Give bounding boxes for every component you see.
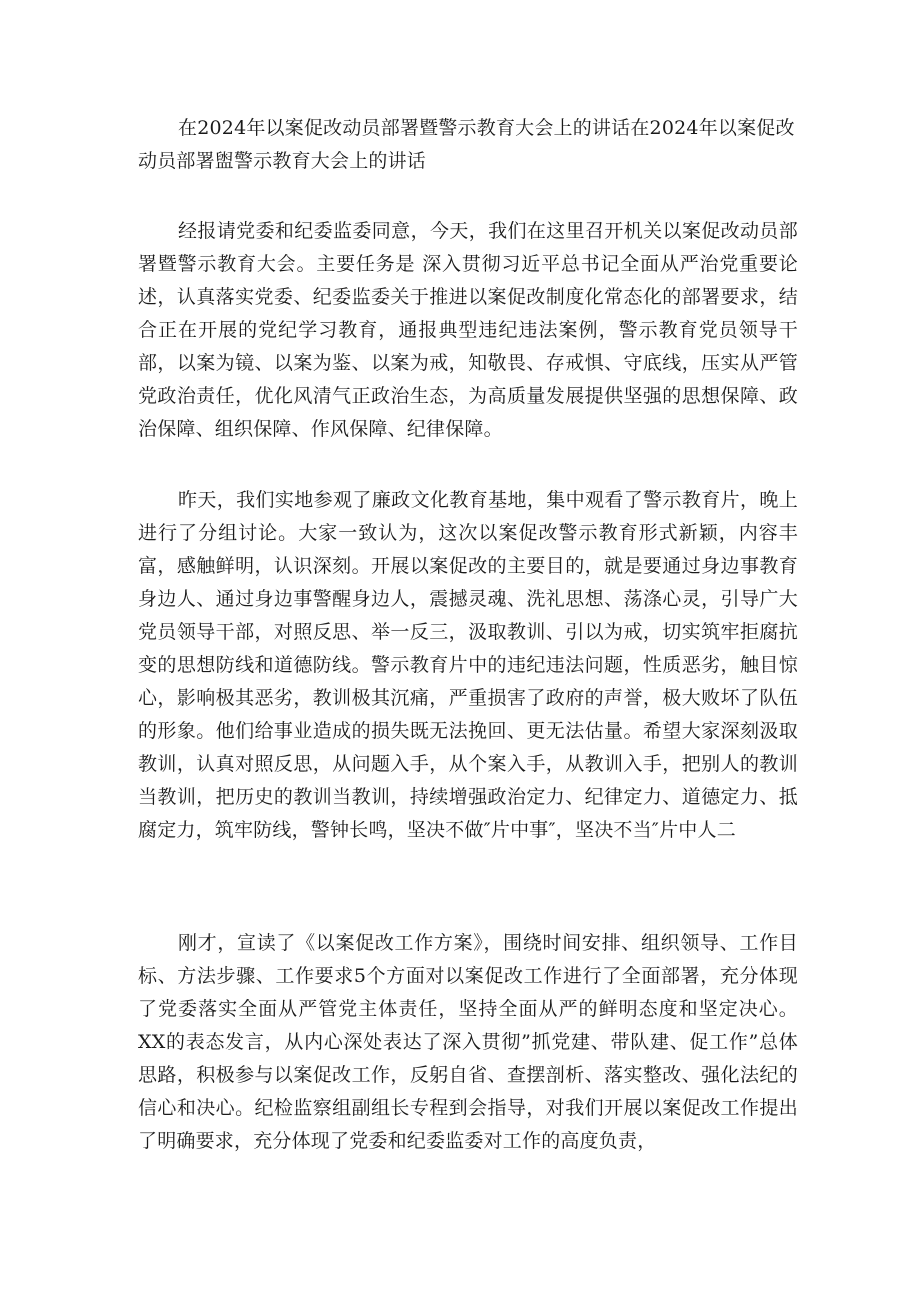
body-paragraph-3: 刚才，宣读了《以案促改工作方案》，围绕时间安排、组织领导、工作目标、方法步骤、工作要求5个方面对以案促改工作进行了全面部署，充分体现了党委落实全面从严管党主体责任，坚持全面从严的鲜明态度和坚定决心。XX的表态发言，从内心深处表达了深入贯彻”抓党建、带队建、促工作”总体思路，积极参与以案促改工作，反躬自省、查摆剖析、落实整改、强化法纪的信心和决心。纪检监察组副组长专程到会指导，对我们开展以案促改工作提出了明确要求，充分体现了党委和纪委监委对工作的高度负责， [138,932,798,1152]
body-paragraph-2: 昨天，我们实地参观了廉政文化教育基地，集中观看了警示教育片，晚上进行了分组讨论。大家一致认为，这次以案促改警示教育形式新颖，内容丰富，感触鲜明，认识深刻。开展以案促改的主要目的，就是要通过身边事教育身边人、通过身边事警醒身边人，震撼灵魂、洗礼思想、荡涤心灵，引导广大党员领导干部，对照反思、举一反三，汲取教训、引以为戒，切实筑牢拒腐抗变的思想防线和道德防线。警示教育片中的违纪违法问题，性质恶劣，触目惊心，影响极其恶劣，教训极其沉痛，严重损害了政府的声誉，极大败坏了队伍的形象。他们给事业造成的损失既无法挽回、更无法估量。希望大家深刻汲取教训，认真对照反思，从问题入手，从个案入手，从教训入手，把别人的教训当教训，把历史的教训当教训，持续增强政治定力、纪律定力、道德定力、抵腐定力，筑牢防线，警钟长鸣，坚决不做″片中事″，坚决不当″片中人二 [138,489,798,841]
body-paragraph-1: 经报请党委和纪委监委同意，今天，我们在这里召开机关以案促改动员部署暨警示教育大会。主要任务是 深入贯彻习近平总书记全面从严治党重要论述，认真落实党委、纪委监委关于推进以案促改制度化常态化的部署要求，结合正在开展的党纪学习教育，通报典型违纪违法案例，警示教育党员领导干部，以案为镜、以案为鉴、以案为戒，知敬畏、存戒惧、守底线，压实从严管党政治责任，优化风清气正政治生态，为高质量发展提供坚强的思想保障、政治保障、组织保障、作风保障、纪律保障。 [138,220,798,440]
document-title: 在2024年以案促改动员部署暨警示教育大会上的讲话在2024年以案促改动员部署盥警示教育大会上的讲话 [138,117,795,172]
